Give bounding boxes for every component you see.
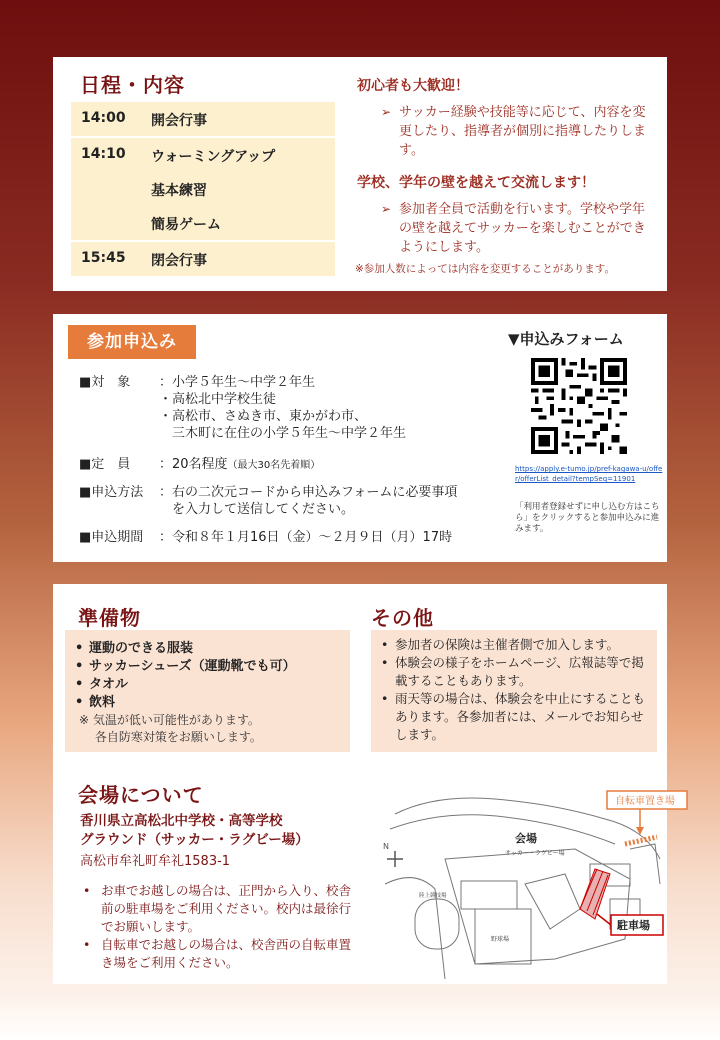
method-line: を入力して送信してください。 [159,502,355,517]
other-box [371,630,657,752]
intro-bullet-text: サッカー経験や技能等に応じて、内容を変更したり、指導者が個別に指導したりします。 [399,105,647,158]
form-url-link[interactable]: https://apply.e-tumo.jp/pref-kagawa-u/offer/offerList_detail?tempSeq=11901 [515,465,663,483]
target-line: ・高松北中学校生徒 [159,392,277,407]
target-line: ：小学５年生～中学２年生 [159,375,316,390]
map-label-parking: 駐車場 [617,919,650,932]
intro-note: ※参加人数によっては内容を変更することがあります。 [355,263,615,275]
venue-address: 高松市牟礼町牟礼1583-1 [80,854,231,869]
intro-section [357,75,657,257]
intro-bullet [357,103,657,160]
schedule-card [53,57,667,291]
target-line: 三木町に在住の小学５年生～中学２年生 [159,426,407,441]
venue-notes [83,882,353,972]
schedule-event: 閉会行事 [151,253,207,269]
schedule-event: 開会行事 [151,113,207,129]
venue-note: • お車でお越しの場合は、正門から入り、校舎前の駐車場をご利用ください。校内は最徐行でお願いします。 [83,883,352,934]
venue-map [375,789,675,979]
info-card [53,584,675,984]
other-item: • 体験会の様子をホームページ、広報誌等で掲載することもあります。 [381,655,644,688]
capacity-row [79,456,320,474]
schedule-event: ウォーミングアップ [151,149,276,165]
svg-text:N: N [383,842,389,851]
prep-box [65,630,350,752]
prep-title: 準備物 [78,606,141,630]
intro-bullet [357,200,657,257]
qr-code[interactable] [531,358,627,454]
other-title: その他 [371,606,434,630]
schedule-time: 14:10 [81,146,126,162]
prep-item: • タオル [75,677,129,692]
target-label: ■対 象 [79,375,131,390]
prep-item: • 運動のできる服装 [75,641,194,656]
period-row [79,529,452,546]
map-label-venue: 会場 [515,832,537,845]
schedule-event: 簡易ゲーム [151,217,221,233]
schedule-row [71,102,335,136]
application-title: 参加申込み [68,325,196,359]
parking-area [580,869,610,919]
capacity-note: （最大30名先着順） [227,460,321,471]
schedule-time: 14:00 [81,110,126,126]
map-label-field: 野球場 [491,936,510,943]
schedule-row [71,206,335,240]
venue-title: 会場について [78,783,204,807]
arrow-bullet-icon: ➢ [381,202,392,216]
prep-item: • 飲料 [75,695,116,710]
target-row [79,374,406,442]
venue-note: • 自転車でお越しの場合は、校舎西の自転車置き場をご利用ください。 [83,937,352,970]
venue-school: 香川県立高松北中学校・高等学校 グラウンド（サッカー・ラグビー場） [80,813,309,848]
intro-heading-exchange: 学校、学年の壁を越えて交流します！ [357,175,595,191]
form-title: ▼申込みフォーム [508,330,624,348]
map-label-bicycle: 自転車置き場 [615,796,675,807]
arrow-bullet-icon: ➢ [381,105,392,119]
schedule-title: 日程・内容 [80,73,185,97]
prep-item: • サッカーシューズ（運動靴でも可） [75,659,296,674]
map-label-venue-sub: サッカー・ラグビー場 [505,850,565,857]
capacity-value: ：20名程度 [159,457,228,472]
target-line: ・高松市、さぬき市、東かがわ市、 [159,409,368,424]
intro-bullet-text: 参加者全員で活動を行います。学校や学年の壁を越えてサッカーを楽しむことができようにします。 [399,202,646,255]
application-card [53,314,667,562]
capacity-label: ■定 員 [79,457,131,472]
method-row [79,484,457,518]
method-line: ：右の二次元コードから申込みフォームに必要事項 [159,485,458,500]
schedule-row [71,242,335,276]
other-list [371,636,657,744]
schedule-time: 15:45 [81,250,126,266]
other-item: • 参加者の保険は主催者側で加入します。 [381,637,620,652]
schedule-event: 基本練習 [151,183,207,199]
period-label: ■申込期間 [79,530,144,545]
period-value: ：令和８年１月16日（金）～２月９日（月）17時 [159,530,453,545]
prep-list [65,640,350,712]
method-label: ■申込方法 [79,485,144,500]
map-label-track: 陸上競技場 [419,893,447,899]
intro-heading-beginners: 初心者も大歓迎！ [357,78,469,94]
schedule-table [71,102,335,278]
schedule-row [71,138,335,172]
other-item: • 雨天等の場合は、体験会を中止にすることもあります。各参加者には、メールでお知らせします。 [381,691,646,742]
schedule-row [71,172,335,206]
form-url-note: 「利用者登録せずに申し込む方はこちら」をクリックすると参加申込みに進みます。 [515,502,660,534]
bicycle-area [625,837,657,844]
prep-note: ※ 気温が低い可能性があります。 各自防寒対策をお願いします。 [79,713,262,744]
